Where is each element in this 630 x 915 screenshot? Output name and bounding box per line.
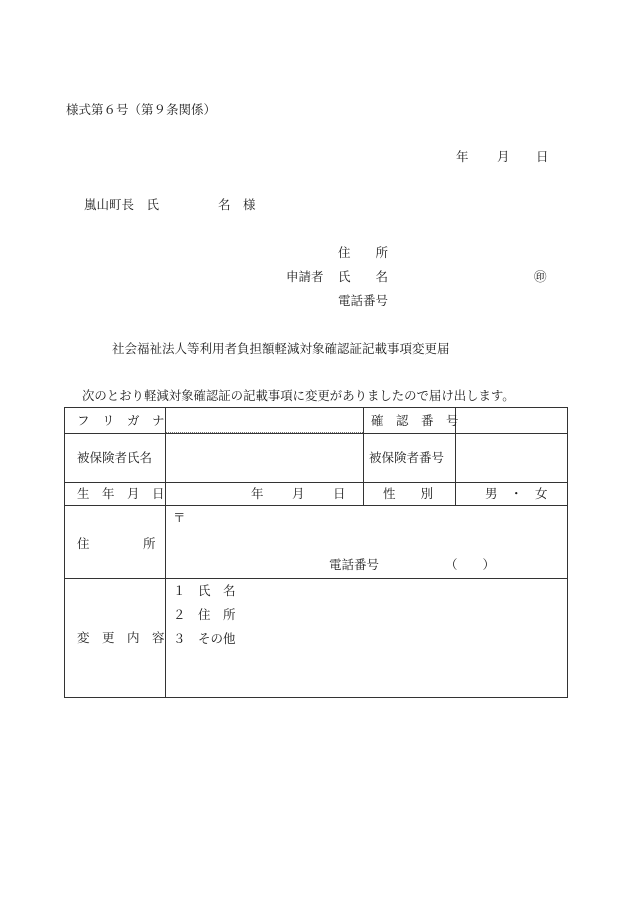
address-label-second: 所 [143,536,156,551]
applicant-phone-label: 電話番号 [338,293,389,308]
confirm-number-label: 確 認 番 号 [371,413,459,428]
addressee-prefix: 嵐山町長 氏 [84,197,160,212]
sex-label: 性 別 [383,486,434,501]
birth-date-label: 生 年 月 日 [77,486,165,501]
address-phone-label: 電話番号 [329,557,380,572]
furigana-field[interactable] [166,409,362,431]
date-year: 年 [456,149,469,164]
intro-text: 次のとおり軽減対象確認証の記載事項に変更がありましたので届け出します。 [82,388,515,403]
postal-mark: 〒 [173,510,186,525]
addressee-suffix: 名 様 [218,197,256,212]
change-item-name[interactable]: １ 氏 名 [173,583,236,598]
applicant-address-label: 住 所 [338,245,389,260]
change-item-address[interactable]: ２ 住 所 [173,607,236,622]
birth-day: 日 [333,486,346,501]
address-label-first: 住 [77,536,90,551]
applicant-name-label: 氏 名 [338,269,389,284]
birth-month: 月 [292,486,305,501]
applicant-role: 申請者 [286,269,324,284]
insured-name-field[interactable] [166,434,362,481]
birth-year: 年 [251,486,264,501]
insured-number-label: 被保険者番号 [369,450,445,465]
address-field[interactable] [166,506,567,577]
change-content-label: 変 更 内 容 [77,630,165,645]
insured-name-label: 被保険者氏名 [77,450,153,465]
change-item-other[interactable]: ３ その他 [173,631,236,646]
date-month: 月 [497,149,510,164]
change-form-table [64,407,568,698]
date-day: 日 [536,149,549,164]
seal-mark: ㊞ [534,269,547,284]
phone-parentheses: （ ） [445,557,496,572]
sex-options[interactable]: 男 ・ 女 [485,486,548,501]
confirm-number-field[interactable] [456,409,567,432]
insured-number-field[interactable] [456,434,567,481]
document-title: 社会福祉法人等利用者負担額軽減対象確認証記載事項変更届 [112,341,450,356]
furigana-label: フ リ ガ ナ [77,413,165,428]
form-number: 様式第６号（第９条関係） [66,102,217,117]
